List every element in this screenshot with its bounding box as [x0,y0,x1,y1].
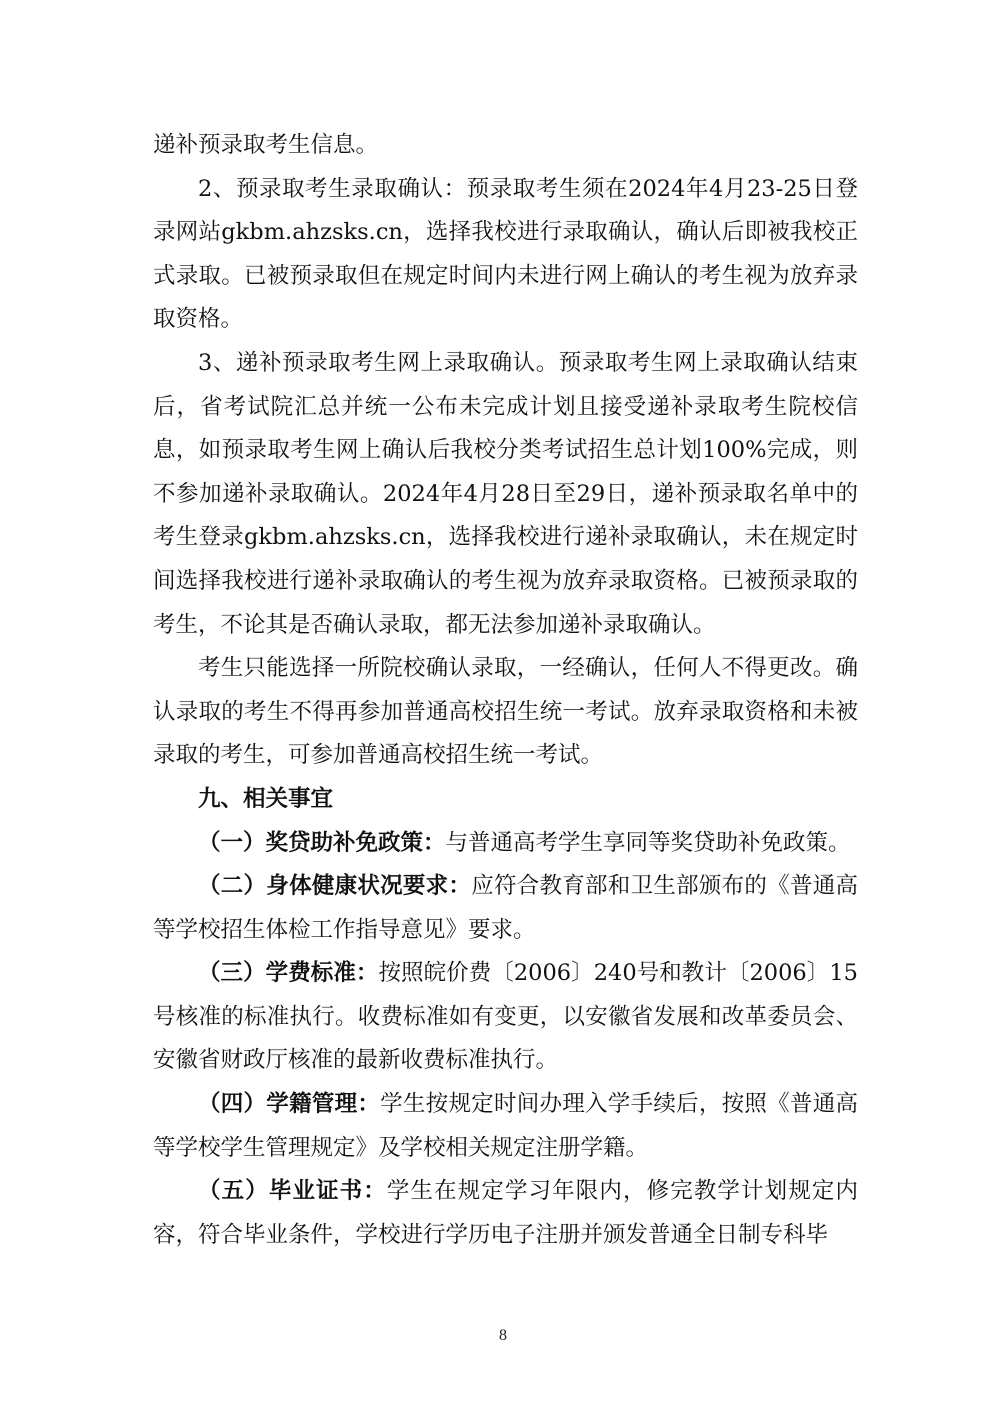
item-lead: （二）身体健康状况要求： [198,873,472,900]
paragraph-single-choice-rule: 考生只能选择一所院校确认录取，一经确认，任何人不得更改。确认录取的考生不得再参加普通高校招生统一考试。放弃录取资格和未被录取的考生，可参加普通高校招生统一考试。 [153,655,858,769]
item-text: 应符合教育部和卫生部颁布的《普通高等学校招生体检工作指导意见》要求。 [153,873,858,943]
item-lead: （三）学费标准： [198,960,379,987]
item-text: 按照皖价费〔2006〕240号和教计〔2006〕15号核准的标准执行。收费标准如有变更，以安徽省发展和改革委员会、安徽省财政厅核准的最新收费标准执行。 [153,960,858,1074]
item-financial-aid [153,822,858,866]
item-tuition-standard [153,952,858,1083]
paragraph-continuation: 递补预录取考生信息。 [153,132,379,158]
item-text: 与普通高考学生享同等奖贷助补免政策。 [445,829,851,856]
item-text: 学生在规定学习年限内，修完教学计划规定内容，符合毕业条件，学校进行学历电子注册并颁发普通全日制专科毕 [153,1178,858,1248]
item-lead: （一）奖贷助补免政策： [198,829,446,856]
section-heading: 九、相关事宜 [198,785,334,812]
page-number: 8 [499,1327,507,1344]
item-lead: （五）毕业证书： [198,1178,387,1205]
item-health-requirements [153,865,858,952]
item-lead: （四）学籍管理： [198,1091,381,1118]
item-diploma [153,1170,858,1257]
item-student-records [153,1083,858,1170]
paragraph-preadmission-confirmation: 2、预录取考生录取确认：预录取考生须在2024年4月23-25日登录网站gkbm.ahzsks.cn，选择我校进行录取确认，确认后即被我校正式录取。已被预录取但在规定时间内未进行网上确认的考生视为放弃录取资格。 [153,175,858,333]
page-body [153,124,858,1257]
paragraph-supplementary-confirmation: 3、递补预录取考生网上录取确认。预录取考生网上录取确认结束后，省考试院汇总并统一公布未完成计划且接受递补录取考生院校信息，如预录取考生网上确认后我校分类考试招生总计划100%完成，则不参加递补录取确认。2024年4月28日至29日，递补预录取名单中的考生登录gkbm.ahzsks.cn，选择我校进行递补录取确认，未在规定时间选择我校进行递补录取确认的考生视为放弃录取资格。已被预录取的考生，不论其是否确认录取，都无法参加递补录取确认。 [153,349,858,638]
item-text: 学生按规定时间办理入学手续后，按照《普通高等学校学生管理规定》及学校相关规定注册学籍。 [153,1091,858,1161]
